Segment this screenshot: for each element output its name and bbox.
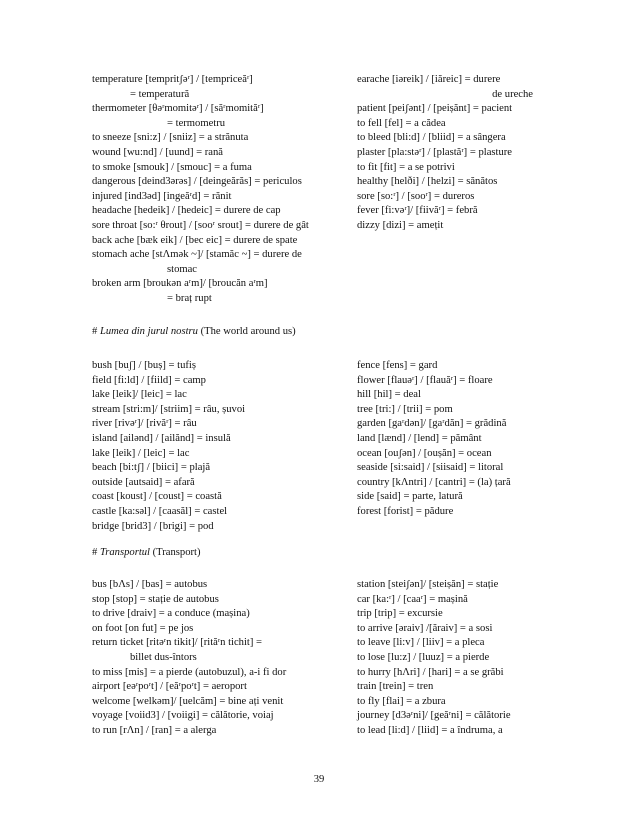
vocab-entry: to miss [mis] = a pierde (autobuzul), a-i fi dor bbox=[92, 666, 287, 678]
vocab-entry: broken arm [broukən aʳm]/ [broucăn aʳm] bbox=[92, 278, 268, 290]
transport-left-column bbox=[92, 578, 354, 739]
vocab-entry: headache [hedeik] / [hedeic] = durere de cap bbox=[92, 205, 281, 217]
vocab-entry: seaside [si:said] / [siisaid] = litoral bbox=[357, 462, 504, 474]
vocab-entry: plaster [pla:stəʳ] / [plastăʳ] = plasture bbox=[357, 146, 513, 158]
vocab-entry: wound [wu:nd] / [uund] = rană bbox=[92, 146, 224, 158]
vocab-entry: hill [hil] = deal bbox=[357, 389, 421, 401]
heading-prefix: # bbox=[92, 326, 100, 337]
vocab-entry: temperature [tempritʃəʳ] / [tempriceăʳ] bbox=[92, 74, 253, 85]
world-left-column bbox=[92, 359, 354, 534]
vocab-entry: island [ailənd] / [ailănd] = insulă bbox=[92, 432, 231, 444]
vocab-entry: country [kΛntri] / [cantri] = (la) țară bbox=[357, 476, 511, 488]
heading-prefix: # bbox=[92, 547, 100, 558]
health-right-column bbox=[357, 73, 557, 234]
vocab-entry: journey [d3əʳni]/ [geăʳni] = călătorie bbox=[357, 710, 511, 722]
page-number: 39 bbox=[313, 774, 325, 785]
vocab-entry: on foot [on fut] = pe jos bbox=[92, 622, 194, 634]
vocab-entry: castle [ka:səl] / [caasăl] = castel bbox=[92, 505, 228, 517]
section-heading-world bbox=[92, 325, 296, 340]
heading-suffix: (Transport) bbox=[150, 547, 201, 558]
vocab-entry: healthy [helði] / [helzi] = sănătos bbox=[357, 176, 498, 188]
vocab-entry: dizzy [dizi] = amețit bbox=[357, 219, 444, 231]
world-right-column bbox=[357, 359, 557, 520]
vocab-entry: to fly [flai] = a zbura bbox=[357, 695, 446, 707]
vocab-entry: to bleed [bli:d] / [bliid] = a sângera bbox=[357, 132, 506, 144]
section-heading-transport bbox=[92, 546, 201, 561]
vocab-entry: to lose [lu:z] / [luuz] = a pierde bbox=[357, 651, 490, 663]
vocab-entry: fever [fi:vəʳ]/ [fiivăʳ] = febră bbox=[357, 205, 478, 217]
vocab-entry: ocean [ouʃən] / [oușăn] = ocean bbox=[357, 447, 492, 459]
vocab-entry: to lead [li:d] / [liid] = a îndruma, a bbox=[357, 724, 503, 736]
vocab-entry-continuation: = temperatură bbox=[130, 88, 190, 100]
vocab-entry: to fit [fit] = a se potrivi bbox=[357, 161, 455, 173]
heading-italic: Transportul bbox=[99, 547, 150, 558]
vocab-entry: trip [trip] = excursie bbox=[357, 608, 443, 620]
vocab-entry-continuation: stomac bbox=[167, 263, 198, 275]
vocab-entry: tree [tri:] / [trii] = pom bbox=[357, 403, 453, 415]
vocab-entry: outside [autsaid] = afară bbox=[92, 476, 195, 488]
vocab-entry: airport [eəʳpoʳt] / [eăʳpoʳt] = aeroport bbox=[92, 681, 247, 693]
vocab-entry: patient [peiʃənt] / [peișănt] = pacient bbox=[357, 103, 513, 115]
vocab-entry-continuation: de ureche bbox=[492, 88, 533, 100]
vocab-entry: thermometer [θəʳmomitəʳ] / [săʳmomităʳ] bbox=[92, 103, 264, 115]
vocab-entry: dangerous [deind3ərəs] / [deingeărăs] = periculos bbox=[92, 176, 302, 188]
vocab-entry-continuation: = braț rupt bbox=[167, 292, 212, 304]
vocab-entry: lake [leik]/ [leic] = lac bbox=[92, 389, 187, 401]
vocab-entry: sore throat [so:ʳ θrout] / [sooʳ srout] = durere de gât bbox=[92, 219, 309, 231]
vocab-entry: to leave [li:v] / [liiv] = a pleca bbox=[357, 637, 485, 649]
vocab-entry: bush [buʃ] / [buș] = tufiș bbox=[92, 360, 196, 371]
vocab-entry: river [rivəʳ]/ [rivăʳ] = râu bbox=[92, 418, 197, 430]
transport-right-column bbox=[357, 578, 557, 739]
vocab-entry: to drive [draiv] = a conduce (mașina) bbox=[92, 608, 250, 620]
vocab-entry: stomach ache [stΛmək ~]/ [stamăc ~] = durere de bbox=[92, 249, 302, 261]
vocab-entry: welcome [welkəm]/ [uelcăm] = bine ați venit bbox=[92, 695, 284, 707]
heading-italic: Lumea din jurul nostru bbox=[99, 326, 198, 337]
vocab-entry: return ticket [ritəʳn tikit]/ [rităʳn tichit] = bbox=[92, 637, 263, 649]
vocab-entry: train [trein] = tren bbox=[357, 681, 434, 693]
vocab-entry: fence [fens] = gard bbox=[357, 360, 438, 371]
vocab-entry: coast [koust] / [coust] = coastă bbox=[92, 491, 222, 503]
vocab-entry: stop [stop] = stație de autobus bbox=[92, 593, 219, 605]
health-left-column bbox=[92, 73, 354, 307]
vocab-entry-continuation: billet dus-întors bbox=[130, 651, 197, 663]
vocab-entry: station [steiʃən]/ [steișăn] = stație bbox=[357, 579, 499, 590]
vocab-entry: garden [gaʳdən]/ [gaʳdăn] = grădină bbox=[357, 418, 507, 430]
vocab-entry: injured [ind3əd] [ingeăʳd] = rănit bbox=[92, 190, 232, 202]
heading-suffix: (The world around us) bbox=[197, 326, 296, 337]
vocab-entry: lake [leik] / [leic] = lac bbox=[92, 447, 190, 459]
vocab-entry: to sneeze [sni:z] / [sniiz] = a strănuta bbox=[92, 132, 249, 144]
vocab-entry: beach [bi:tʃ] / [biici] = plajă bbox=[92, 462, 211, 474]
vocab-entry: flower [flauəʳ] / [flauăʳ] = floare bbox=[357, 374, 493, 386]
vocab-entry: forest [forist] = pădure bbox=[357, 505, 454, 517]
vocab-entry: bridge [brid3] / [brigi] = pod bbox=[92, 520, 214, 532]
vocab-entry: sore [so:ʳ] / [sooʳ] = dureros bbox=[357, 190, 475, 202]
vocab-entry: side [said] = parte, latură bbox=[357, 491, 463, 503]
vocab-entry: to hurry [hΛri] / [hari] = a se grăbi bbox=[357, 666, 504, 678]
vocab-entry: to smoke [smouk] / [smouc] = a fuma bbox=[92, 161, 252, 173]
vocab-entry: earache [iəreik] / [iăreic] = durere bbox=[357, 74, 501, 85]
vocab-entry: land [lænd] / [lend] = pământ bbox=[357, 432, 482, 444]
vocab-entry: to arrive [əraiv] /[ăraiv] = a sosi bbox=[357, 622, 493, 634]
vocab-entry: field [fi:ld] / [fiild] = camp bbox=[92, 374, 206, 386]
vocab-entry: voyage [voiid3] / [voiigi] = călătorie, voiaj bbox=[92, 710, 274, 722]
vocab-entry: bus [bΛs] / [bas] = autobus bbox=[92, 579, 208, 590]
vocab-entry: to fell [fel] = a cădea bbox=[357, 117, 446, 129]
vocab-entry: stream [stri:m]/ [striim] = râu, șuvoi bbox=[92, 403, 246, 415]
vocab-entry-continuation: = termometru bbox=[167, 117, 226, 129]
vocab-entry: to run [rΛn] / [ran] = a alerga bbox=[92, 724, 217, 736]
vocab-entry: car [ka:ʳ] / [caaʳ] = mașină bbox=[357, 593, 468, 605]
vocab-entry: back ache [bæk eik] / [bec eic] = durere de spate bbox=[92, 234, 298, 246]
